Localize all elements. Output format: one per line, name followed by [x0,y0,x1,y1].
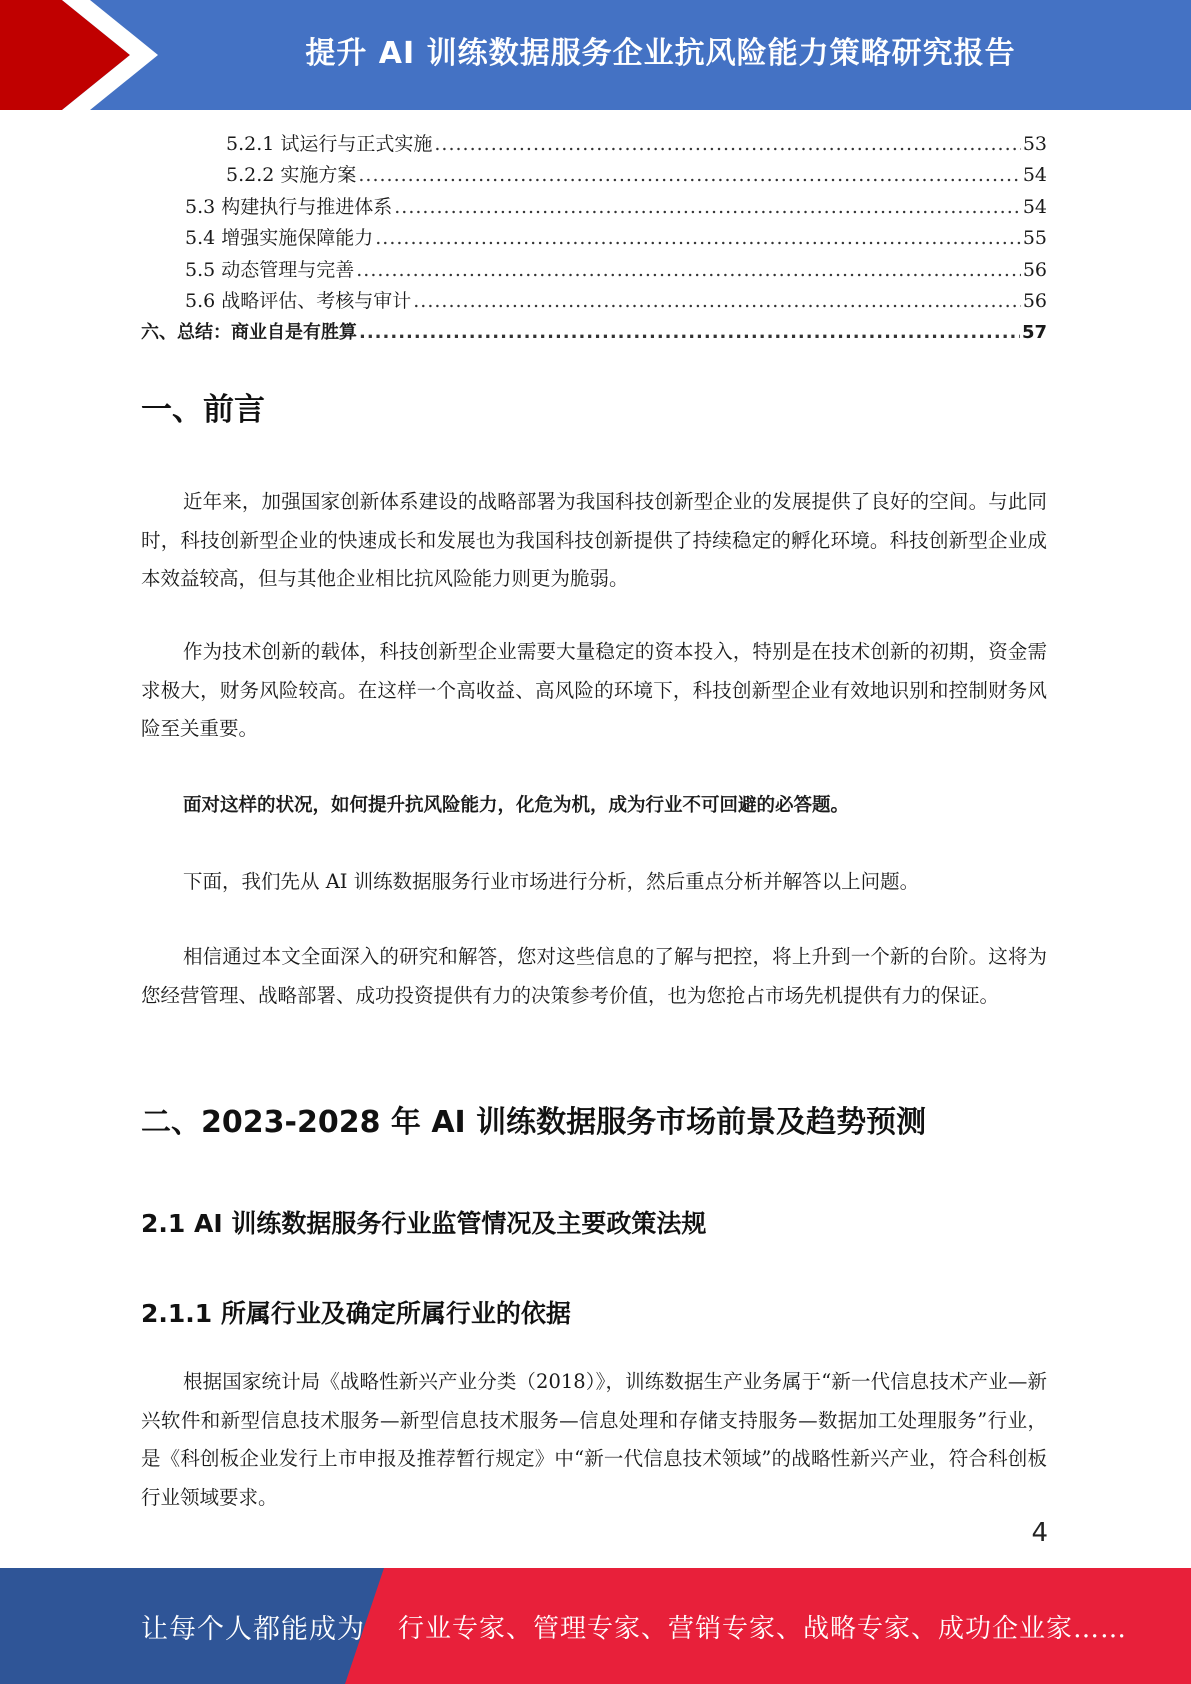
toc-entry-page: 55 [1022,227,1047,250]
subsection-heading: 2.1 AI 训练数据服务行业监管情况及主要政策法规 [141,1209,707,1238]
body-paragraph: 根据国家统计局《战略性新兴产业分类（2018）》，训练数据生产业务属于“新一代信息技术产业—新兴软件和新型信息技术服务—新型信息技术服务—信息处理和存储支持服务—数据加工处理服务”行业，是《科创板企业发行上市申报及推荐暂行规定》中“新一代信息技术领域”的战略性新兴产业，符合科创板行业领域要求。 [141,1370,1047,1509]
body-paragraph: 作为技术创新的载体，科技创新型企业需要大量稳定的资本投入，特别是在技术创新的初期，资金需求极大，财务风险较高。在这样一个高收益、高风险的环境下，科技创新型企业有效地识别和控制财务风险至关重要。 [141,640,1047,740]
toc-entry-page: 56 [1022,258,1047,281]
subsubsection-heading: 2.1.1 所属行业及确定所属行业的依据 [141,1299,571,1328]
toc-entry-page: 56 [1022,289,1047,312]
toc-leader-dots [413,286,1021,317]
toc-entry[interactable] [141,160,1047,191]
toc-entry[interactable] [141,255,1047,286]
toc-entry[interactable] [141,317,1047,348]
toc-entry[interactable] [141,286,1047,317]
toc-entry-page: 57 [1021,322,1047,344]
emphasis-paragraph: 面对这样的状况，如何提升抗风险能力，化危为机，成为行业不可回避的必答题。 [183,795,850,816]
toc-entry-label: 六、总结：商业自是有胜算 [141,322,357,344]
footer-slogan-left: 让每个人都能成为 [141,1613,365,1645]
table-of-contents [141,129,1047,349]
header-title: 提升 AI 训练数据服务企业抗风险能力策略研究报告 [305,36,1016,71]
toc-leader-dots [358,160,1020,191]
toc-leader-dots [359,317,1020,348]
toc-leader-dots [394,192,1021,223]
toc-entry-label: 5.2.1 试运行与正式实施 [226,133,433,155]
toc-leader-dots [356,255,1021,286]
toc-entry-label: 5.2.2 实施方案 [226,164,357,187]
toc-entry[interactable] [141,192,1047,223]
body-paragraph: 近年来，加强国家创新体系建设的战略部署为我国科技创新型企业的发展提供了良好的空间。与此同时，科技创新型企业的快速成长和发展也为我国科技创新提供了持续稳定的孵化环境。科技创新型企业成本效益较高，但与其他企业相比抗风险能力则更为脆弱。 [141,490,1047,590]
footer-slogan-right: 行业专家、管理专家、营销专家、战略专家、成功企业家…… [398,1613,1128,1644]
page-footer [0,1568,1191,1684]
toc-entry[interactable] [141,129,1047,160]
toc-entry-page: 53 [1022,133,1047,155]
page-number: 4 [1031,1518,1048,1548]
page-header [0,0,1191,110]
toc-entry[interactable] [141,223,1047,254]
toc-entry-page: 54 [1022,164,1047,187]
toc-leader-dots [434,129,1020,160]
section-heading: 二、2023-2028 年 AI 训练数据服务市场前景及趋势预测 [141,1105,927,1140]
body-paragraph: 相信通过本文全面深入的研究和解答，您对这些信息的了解与把控，将上升到一个新的台阶。这将为您经营管理、战略部署、成功投资提供有力的决策参考价值，也为您抢占市场先机提供有力的保证。 [141,945,1047,1007]
toc-entry-label: 5.6 战略评估、考核与审计 [185,289,412,312]
toc-entry-label: 5.5 动态管理与完善 [185,258,355,281]
preface-heading: 一、前言 [141,392,265,428]
toc-entry-label: 5.3 构建执行与推进体系 [185,195,393,218]
body-paragraph: 下面，我们先从 AI 训练数据服务行业市场进行分析，然后重点分析并解答以上问题。 [183,870,920,893]
toc-entry-page: 54 [1022,195,1047,218]
toc-entry-label: 5.4 增强实施保障能力 [185,227,374,250]
toc-leader-dots [375,223,1021,254]
